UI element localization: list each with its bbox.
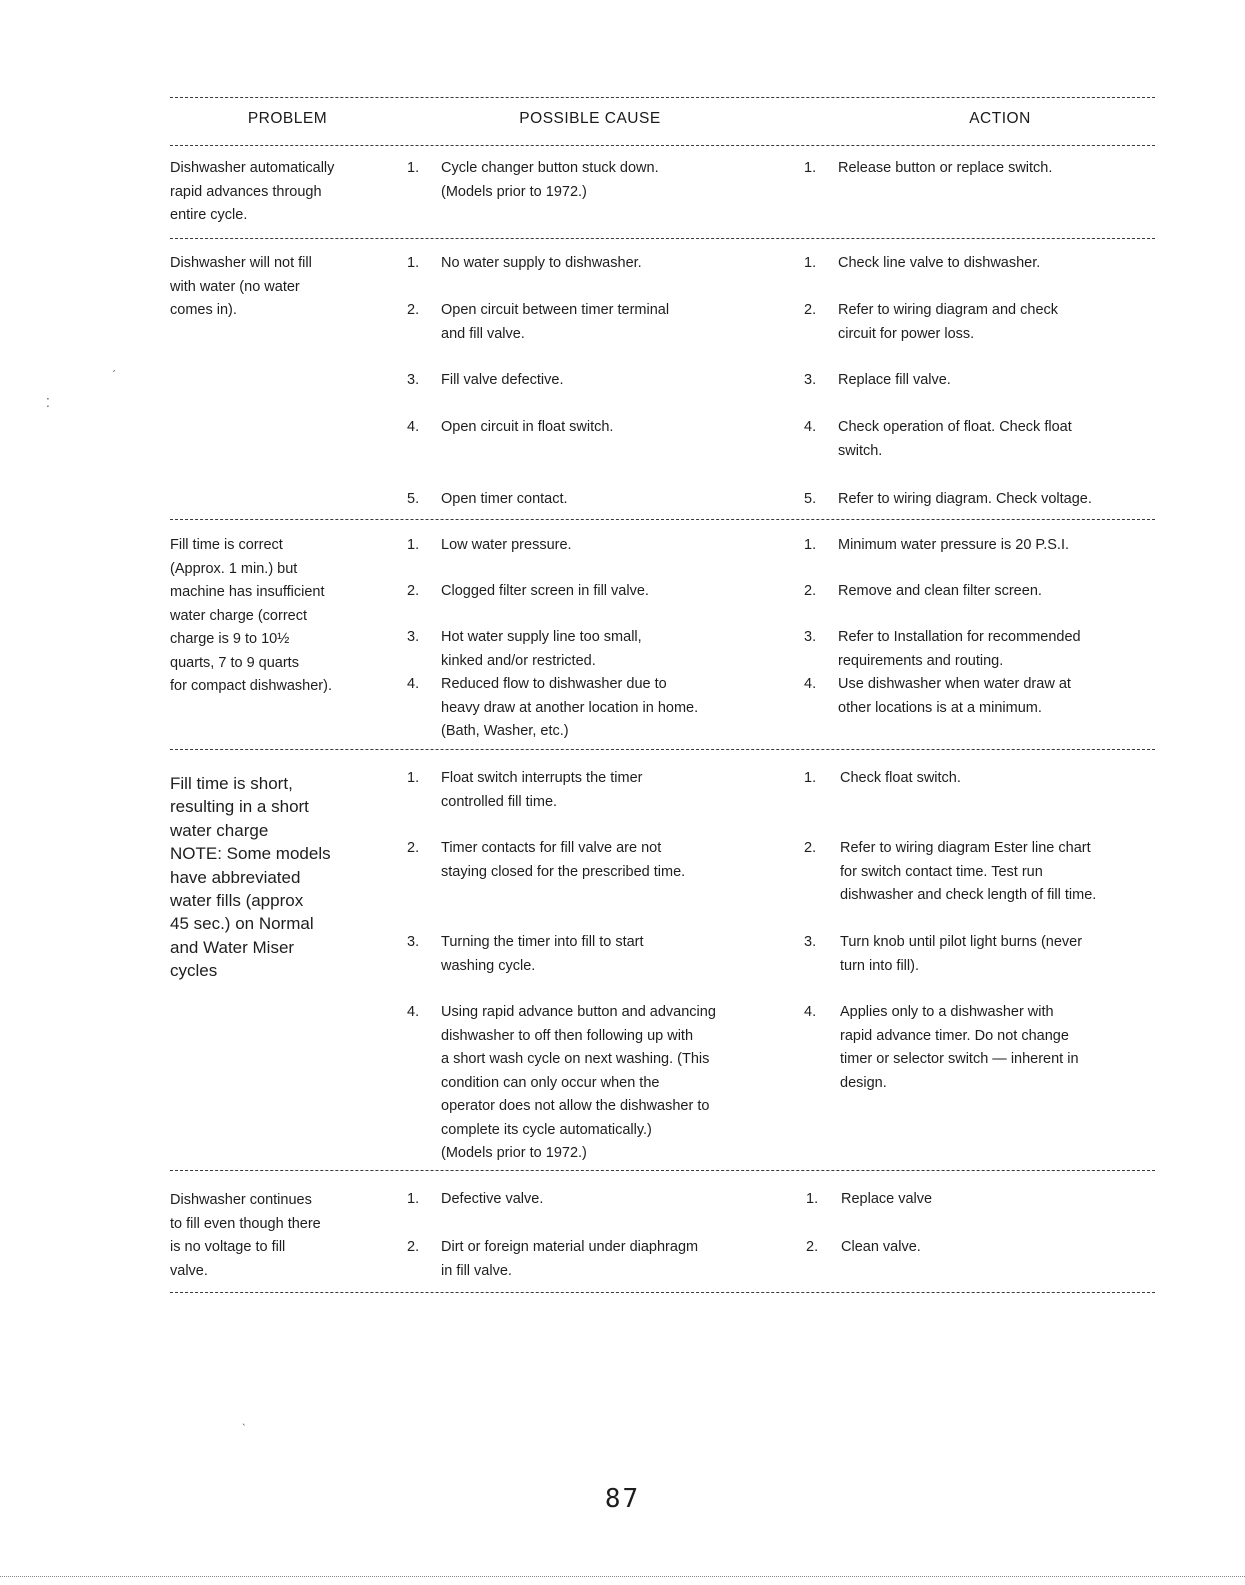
- action-text: Check float switch.: [840, 770, 961, 786]
- action-number: 3.: [804, 629, 817, 645]
- action-number: 4.: [804, 676, 817, 692]
- action-number: 1.: [804, 537, 817, 553]
- action-text: Refer to wiring diagram Ester line chart for switch contact time. Test run dishwasher and check length of fill time.: [840, 840, 1097, 903]
- action-text: Check line valve to dishwasher.: [838, 255, 1041, 271]
- cause-text: Cycle changer button stuck down. (Models prior to 1972.): [441, 160, 659, 200]
- row-divider: [170, 238, 1155, 239]
- action-number: 1.: [806, 1191, 819, 1207]
- cause-text: Reduced flow to dishwasher due to heavy draw at another location in home. (Bath, Washer, etc.): [441, 676, 699, 739]
- cause-number: 4.: [407, 419, 420, 435]
- action-number: 2.: [804, 840, 817, 856]
- column-header-possible-cause: POSSIBLE CAUSE: [519, 110, 661, 127]
- action-number: 4.: [804, 1004, 817, 1020]
- cause-text: Hot water supply line too small, kinked and/or restricted.: [441, 629, 642, 669]
- cause-number: 5.: [407, 491, 420, 507]
- cause-number: 2.: [407, 1239, 420, 1255]
- action-text: Applies only to a dishwasher with rapid advance timer. Do not change timer or selector switch — inherent in design.: [840, 1004, 1079, 1091]
- row-divider: [170, 1170, 1155, 1171]
- cause-number: 1.: [407, 770, 420, 786]
- action-number: 3.: [804, 934, 817, 950]
- action-text: Replace valve: [841, 1191, 933, 1207]
- action-number: 2.: [806, 1239, 819, 1255]
- problem-text: Dishwasher continues to fill even though there is no voltage to fill valve.: [170, 1192, 321, 1279]
- cause-text: Clogged filter screen in fill valve.: [441, 583, 649, 599]
- scan-speck: ˎ: [242, 1412, 246, 1426]
- cause-text: Fill valve defective.: [441, 372, 564, 388]
- cause-text: Low water pressure.: [441, 537, 572, 553]
- cause-number: 2.: [407, 583, 420, 599]
- cause-text: Open timer contact.: [441, 491, 568, 507]
- cause-number: 3.: [407, 934, 420, 950]
- action-number: 2.: [804, 583, 817, 599]
- scan-bottom-edge: [0, 1576, 1245, 1577]
- cause-number: 3.: [407, 629, 420, 645]
- action-text: Clean valve.: [841, 1239, 921, 1255]
- action-text: Refer to Installation for recommended requirements and routing.: [838, 629, 1081, 669]
- action-number: 1.: [804, 255, 817, 271]
- cause-text: No water supply to dishwasher.: [441, 255, 642, 271]
- action-text: Minimum water pressure is 20 P.S.I.: [838, 537, 1070, 553]
- table-bottom-rule: [170, 1292, 1155, 1293]
- cause-number: 4.: [407, 1004, 420, 1020]
- action-number: 4.: [804, 419, 817, 435]
- cause-text: Open circuit between timer terminal and fill valve.: [441, 302, 670, 342]
- action-text: Turn knob until pilot light burns (never turn into fill).: [840, 934, 1083, 974]
- cause-number: 1.: [407, 160, 420, 176]
- cause-number: 4.: [407, 676, 420, 692]
- action-number: 1.: [804, 770, 817, 786]
- action-text: Refer to wiring diagram. Check voltage.: [838, 491, 1092, 507]
- cause-number: 2.: [407, 302, 420, 318]
- action-number: 3.: [804, 372, 817, 388]
- row-divider: [170, 519, 1155, 520]
- cause-number: 1.: [407, 537, 420, 553]
- action-number: 5.: [804, 491, 817, 507]
- action-number: 2.: [804, 302, 817, 318]
- cause-text: Turning the timer into fill to start washing cycle.: [441, 934, 644, 974]
- action-text: Release button or replace switch.: [838, 160, 1053, 176]
- cause-text: Float switch interrupts the timer controlled fill time.: [441, 770, 643, 810]
- cause-number: 1.: [407, 255, 420, 271]
- page-number: 87: [604, 1484, 641, 1514]
- cause-text: Dirt or foreign material under diaphragm in fill valve.: [441, 1239, 699, 1279]
- cause-number: 2.: [407, 840, 420, 856]
- column-header-action: ACTION: [969, 110, 1031, 127]
- row-divider: [170, 749, 1155, 750]
- cause-number: 3.: [407, 372, 420, 388]
- action-text: Refer to wiring diagram and check circuit for power loss.: [838, 302, 1059, 342]
- column-header-problem: PROBLEM: [247, 110, 328, 127]
- cause-text: Defective valve.: [441, 1191, 544, 1207]
- action-text: Replace fill valve.: [838, 372, 951, 388]
- problem-text: Dishwasher automatically rapid advances through entire cycle.: [170, 160, 335, 223]
- table-top-rule: [170, 97, 1155, 98]
- scan-speck: ⁚: [46, 396, 50, 410]
- cause-text: Using rapid advance button and advancing dishwasher to off then following up with a short wash cycle on next washing. (This condition can only occur when the operator does not allow the dishwasher to complete its cycle automatically.) (Models prior to 1972.): [441, 1004, 716, 1161]
- problem-text: Dishwasher will not fill with water (no water comes in).: [170, 255, 312, 318]
- problem-text: Fill time is short, resulting in a short water charge NOTE: Some models have abbreviated water fills (approx 45 sec.) on Normal and Water Miser cycles: [170, 774, 331, 981]
- action-text: Remove and clean filter screen.: [838, 583, 1042, 599]
- action-number: 1.: [804, 160, 817, 176]
- cause-number: 1.: [407, 1191, 420, 1207]
- header-rule: [170, 145, 1155, 146]
- action-text: Check operation of float. Check float switch.: [838, 419, 1072, 459]
- action-text: Use dishwasher when water draw at other locations is at a minimum.: [838, 676, 1071, 716]
- problem-text: Fill time is correct (Approx. 1 min.) but machine has insufficient water charge (correct charge is 9 to 10½ quarts, 7 to 9 quarts for compact dishwasher).: [170, 537, 332, 694]
- scan-speck: ˊ: [112, 368, 116, 382]
- cause-text: Open circuit in float switch.: [441, 419, 614, 435]
- cause-text: Timer contacts for fill valve are not staying closed for the prescribed time.: [441, 840, 686, 880]
